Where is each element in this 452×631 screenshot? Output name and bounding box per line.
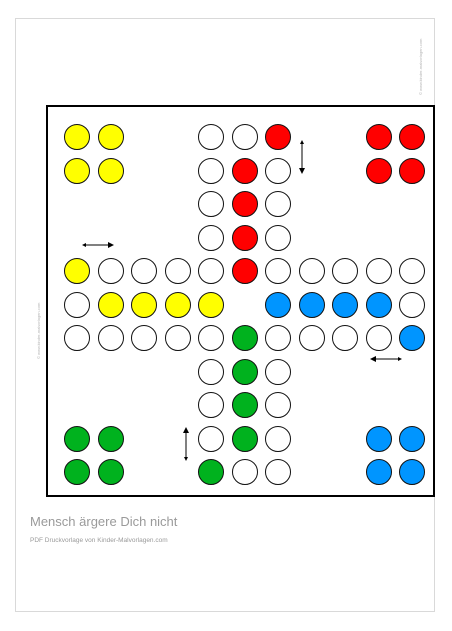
field-empty-r3-c6 xyxy=(265,225,291,251)
field-green-r8-c5 xyxy=(232,392,258,418)
arrow-yellow-start-icon xyxy=(82,241,114,249)
field-blue-r6-c10 xyxy=(399,325,425,351)
arrow-red-start-icon xyxy=(298,140,306,174)
field-empty-r9-c4 xyxy=(198,426,224,452)
field-green-r9-c0 xyxy=(64,426,90,452)
field-yellow-r4-c0 xyxy=(64,258,90,284)
field-green-r6-c5 xyxy=(232,325,258,351)
field-red-r1-c9 xyxy=(366,158,392,184)
field-red-r0-c9 xyxy=(366,124,392,150)
field-empty-r10-c5 xyxy=(232,459,258,485)
field-blue-r5-c7 xyxy=(299,292,325,318)
field-empty-r4-c8 xyxy=(332,258,358,284)
field-blue-r10-c10 xyxy=(399,459,425,485)
field-empty-r5-c10 xyxy=(399,292,425,318)
field-empty-r3-c4 xyxy=(198,225,224,251)
field-empty-r2-c6 xyxy=(265,191,291,217)
field-empty-r10-c6 xyxy=(265,459,291,485)
field-yellow-r5-c2 xyxy=(131,292,157,318)
field-empty-r4-c2 xyxy=(131,258,157,284)
field-red-r4-c5 xyxy=(232,258,258,284)
game-board xyxy=(46,105,435,497)
field-empty-r6-c7 xyxy=(299,325,325,351)
field-empty-r4-c4 xyxy=(198,258,224,284)
field-empty-r4-c9 xyxy=(366,258,392,284)
field-red-r1-c5 xyxy=(232,158,258,184)
field-empty-r6-c9 xyxy=(366,325,392,351)
field-empty-r6-c2 xyxy=(131,325,157,351)
credit-top-right: © www.kinder-malvorlagen.com xyxy=(418,38,423,95)
page-title: Mensch ärgere Dich nicht xyxy=(30,514,178,529)
field-blue-r5-c9 xyxy=(366,292,392,318)
field-empty-r4-c7 xyxy=(299,258,325,284)
field-yellow-r1-c0 xyxy=(64,158,90,184)
field-empty-r4-c3 xyxy=(165,258,191,284)
field-red-r1-c10 xyxy=(399,158,425,184)
field-empty-r6-c3 xyxy=(165,325,191,351)
field-blue-r9-c10 xyxy=(399,426,425,452)
field-empty-r4-c10 xyxy=(399,258,425,284)
field-empty-r6-c8 xyxy=(332,325,358,351)
field-yellow-r5-c4 xyxy=(198,292,224,318)
field-blue-r5-c6 xyxy=(265,292,291,318)
field-yellow-r0-c0 xyxy=(64,124,90,150)
field-empty-r7-c6 xyxy=(265,359,291,385)
field-empty-r4-c1 xyxy=(98,258,124,284)
field-empty-r6-c4 xyxy=(198,325,224,351)
credit-bottom-left: © www.kinder-malvorlagen.com xyxy=(36,302,41,359)
field-yellow-r5-c1 xyxy=(98,292,124,318)
field-empty-r9-c6 xyxy=(265,426,291,452)
field-empty-r0-c4 xyxy=(198,124,224,150)
field-red-r3-c5 xyxy=(232,225,258,251)
field-yellow-r5-c3 xyxy=(165,292,191,318)
field-yellow-r0-c1 xyxy=(98,124,124,150)
field-empty-r7-c4 xyxy=(198,359,224,385)
field-empty-r5-c0 xyxy=(64,292,90,318)
field-empty-r1-c4 xyxy=(198,158,224,184)
field-green-r9-c5 xyxy=(232,426,258,452)
field-empty-r0-c5 xyxy=(232,124,258,150)
page-subtitle: PDF Druckvorlage von Kinder-Malvorlagen.com xyxy=(30,537,168,544)
field-empty-r4-c6 xyxy=(265,258,291,284)
field-empty-r1-c6 xyxy=(265,158,291,184)
field-green-r10-c4 xyxy=(198,459,224,485)
field-empty-r6-c1 xyxy=(98,325,124,351)
field-green-r7-c5 xyxy=(232,359,258,385)
field-empty-r8-c4 xyxy=(198,392,224,418)
arrow-green-start-icon xyxy=(182,427,190,461)
field-blue-r5-c8 xyxy=(332,292,358,318)
field-green-r10-c0 xyxy=(64,459,90,485)
field-blue-r9-c9 xyxy=(366,426,392,452)
field-red-r0-c10 xyxy=(399,124,425,150)
field-empty-r6-c0 xyxy=(64,325,90,351)
arrow-blue-start-icon xyxy=(370,355,402,363)
field-yellow-r1-c1 xyxy=(98,158,124,184)
field-empty-r2-c4 xyxy=(198,191,224,217)
field-empty-r8-c6 xyxy=(265,392,291,418)
field-blue-r10-c9 xyxy=(366,459,392,485)
field-red-r0-c6 xyxy=(265,124,291,150)
field-empty-r6-c6 xyxy=(265,325,291,351)
field-red-r2-c5 xyxy=(232,191,258,217)
field-green-r10-c1 xyxy=(98,459,124,485)
field-green-r9-c1 xyxy=(98,426,124,452)
